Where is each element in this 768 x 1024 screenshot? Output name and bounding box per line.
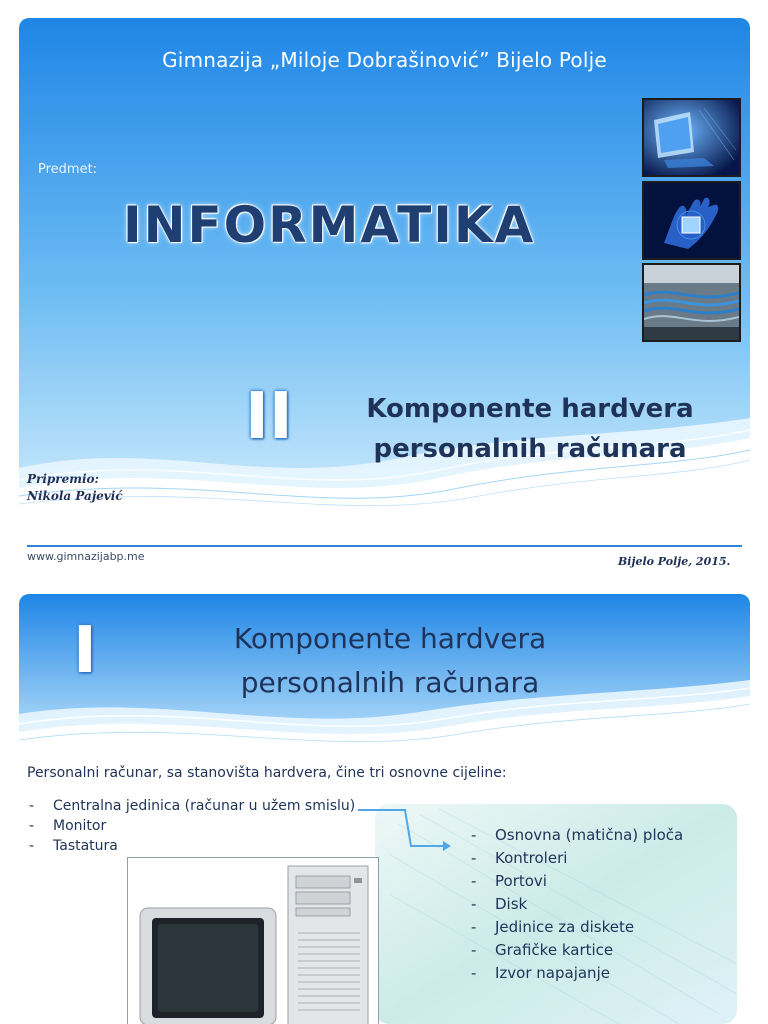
title-slide — [19, 18, 750, 526]
list-item: - Tastatura — [27, 836, 355, 856]
list-item: - Kontroleri — [469, 847, 683, 870]
subject-title: INFORMATIKA — [123, 196, 536, 254]
intro-text: Personalni računar, sa stanovišta hardvera, čine tri osnovne cijeline: — [27, 765, 507, 781]
footer-divider — [27, 545, 742, 547]
central-unit-parts-list — [469, 824, 683, 985]
list-item: - Monitor — [27, 816, 355, 836]
prepared-by-label: Pripremio: — [27, 472, 99, 486]
list-item: - Izvor napajanje — [469, 962, 683, 985]
school-name: Gimnazija „Miloje Dobrašinović” Bijelo Polje — [162, 48, 607, 72]
list-item: - Jedinice za diskete — [469, 916, 683, 939]
section-numeral: I — [73, 614, 97, 688]
slide-title-line2: personalnih računara — [373, 434, 687, 464]
chapter-numeral: II — [245, 380, 293, 454]
network-cables-photo — [642, 263, 741, 342]
main-component-list — [27, 796, 355, 856]
list-item: - Grafičke kartice — [469, 939, 683, 962]
monitor-photo — [642, 98, 741, 177]
computer-photo — [127, 857, 379, 1024]
predmet-label: Predmet: — [38, 162, 98, 177]
slide-title-line1: Komponente hardvera — [366, 394, 694, 424]
place-date: Bijelo Polje, 2015. — [618, 555, 731, 568]
chip-hand-photo — [642, 181, 741, 260]
slide-title-line2: personalnih računara — [240, 666, 540, 699]
slide-title-line1: Komponente hardvera — [233, 622, 547, 655]
list-item: - Disk — [469, 893, 683, 916]
content-slide — [19, 594, 750, 1024]
author-name: Nikola Pajević — [27, 489, 123, 503]
website-link[interactable]: www.gimnazijabp.me — [27, 550, 145, 563]
list-item: - Portovi — [469, 870, 683, 893]
list-item: - Osnovna (matična) ploča — [469, 824, 683, 847]
list-item: - Centralna jedinica (računar u užem smislu) — [27, 796, 355, 816]
